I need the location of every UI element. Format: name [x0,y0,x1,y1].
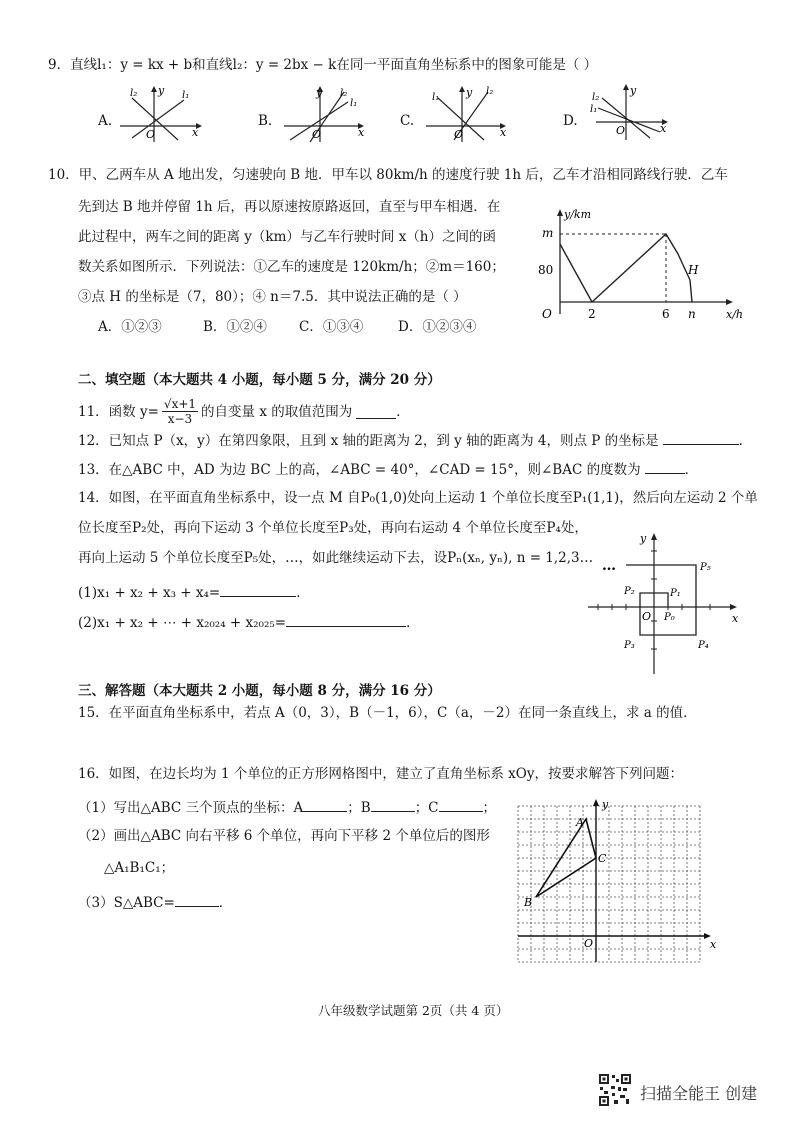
q14-sub2-text: (2)x₁ + x₂ + ⋯ + x₂₀₂₄ + x₂₀₂₅= [78,615,287,631]
q14-origin: O [642,610,652,623]
q14-spiral-graph [582,528,752,676]
q10-option-c[interactable]: C．①③④ [299,319,364,335]
q9b-l2: l₂ [340,88,348,99]
q10-line4: 数关系如图所示．下列说法：①乙车的速度是 120km/h；②m＝160； [78,259,505,275]
q9-option-c-graph [424,84,514,144]
q14-sub1: (1)x₁ + x₂ + x₃ + x₄= ． [78,582,310,602]
q16-sub1 [78,797,496,817]
q16-sub3-blank[interactable] [175,892,219,907]
q14-y-label: y [640,532,647,545]
q10-line2: 先到达 B 地并停留 1h 后，再以原速按原路返回，直至与甲车相遇．在 [78,199,501,215]
q9-option-b-graph [282,84,372,144]
q10-origin: O [542,307,552,321]
q9a-y: y [158,84,165,97]
q14-x-label: x [732,612,739,625]
q11-numerator: √x+1 [163,397,197,411]
q9c-x: x [500,126,507,139]
q9a-o: O [146,128,156,141]
q9b-y: y [316,86,323,99]
q13-text: 13．在△ABC 中，AD 为边 BC 上的高，∠ABC = 40°，∠CAD = 15°，则∠BAC 的度数为 [78,462,641,478]
q9a-l1: l₁ [182,90,190,101]
q13-answer-blank[interactable] [645,459,685,474]
q16-y-label: y [602,798,609,811]
q15: 15．在平面直角坐标系中，若点 A（0，3），B（－1，6），C（a，－2）在同一条直线上，求 a 的值． [78,705,697,721]
q9-option-b-label[interactable]: B. [258,113,273,129]
q9a-l2: l₂ [130,88,138,99]
q10-line5: ③点 H 的坐标是（7，80）；④ n＝7.5．其中说法正确的是（ ） [78,289,467,305]
q10-tick-2: 2 [588,307,596,321]
q16-sub1-pre: （1）写出△ABC 三个顶点的坐标：A [78,800,304,816]
section-2-heading: 二、填空题（本大题共 4 小题，每小题 5 分，满分 20 分） [78,372,441,388]
q10-n-label: n [688,307,696,321]
q9d-o: O [616,124,626,137]
q16-a-blank[interactable] [303,797,347,812]
q14-sub2: (2)x₁ + x₂ + ⋯ + x₂₀₂₄ + x₂₀₂₅= ． [78,612,420,632]
q16-sub1-c: ；C [414,800,439,816]
qr-code-icon [598,1073,632,1107]
q16-sub2b: △A₁B₁C₁； [104,860,175,876]
q10-distance-graph [530,204,770,328]
q10-option-b[interactable]: B．①②④ [203,319,267,335]
q9d-x: x [660,122,667,135]
q16-origin: O [584,937,594,950]
q16-grid-graph [508,796,724,966]
q16-x-label: x [710,938,717,951]
q12-text: 12．已知点 P（x，y）在第四象限，且到 x 轴的距离为 2，到 y 轴的距离为 4，则点 P 的坐标是 [78,433,659,449]
q9-option-d-graph [588,82,678,142]
q10-h-label: H [688,263,699,277]
q16-stem: 16．如图，在边长均为 1 个单位的正方形网格图中，建立了直角坐标系 xOy，按要求解答下列问题： [78,766,683,782]
q16-c-blank[interactable] [439,797,483,812]
q14-p4: P₄ [698,640,709,651]
q14-p1: P₁ [670,588,681,599]
q9-stem: 9．直线l₁：y = kx + b和直线l₂：y = 2bx − k在同一平面直角坐标系中的图象可能是（ ） [48,57,598,73]
q14-sub1-text: (1)x₁ + x₂ + x₃ + x₄= [78,585,221,601]
q9c-l1: l₁ [432,92,440,103]
q10-x-unit: x/h [726,308,743,321]
q10-m-label: m [542,226,554,240]
q16-sub3-text: （3）S△ABC= [78,895,175,911]
q12-answer-blank[interactable] [663,430,739,445]
q10-option-d[interactable]: D．①②③④ [398,319,477,335]
q9b-x: x [358,126,365,139]
q16-sub2a: （2）画出△ABC 向右平移 6 个单位，再向下平移 2 个单位后的图形 [78,828,490,844]
q14-p2: P₂ [624,586,635,597]
q16-sub1-b: ；B [347,800,371,816]
q14-line2: 位长度至P₂处，再向下运动 3 个单位长度至P₃处，再向右运动 4 个单位长度至P₄处， [78,520,588,536]
q14-ellipsis: … [602,558,616,574]
q14-sub1-blank[interactable] [220,582,296,597]
q10-option-a[interactable]: A．①②③ [98,319,162,335]
q10-line3: 此过程中，两车之间的距离 y（km）与乙车行驶时间 x（h）之间的函 [78,229,496,245]
q10-line1: 10．甲、乙两车从 A 地出发，匀速驶向 B 地．甲车以 80km/h 的速度行驶 1h 后，乙车才沿相同路线行驶．乙车 [48,167,728,183]
q9b-l1: l₁ [350,98,358,109]
q16-b-blank[interactable] [371,797,415,812]
q10-tick-6: 6 [662,307,670,321]
q14-sub2-blank[interactable] [286,612,406,627]
q16-vertex-a: A [576,816,584,829]
q14-line1: 14．如图，在平面直角坐标系中，设一点 M 自P₀(1,0)处向上运动 1 个单位长度至P₁(1,1)，然后向左运动 2 个单 [78,490,758,506]
q9c-o: O [454,128,464,141]
q16-vertex-b: B [524,896,533,909]
q9c-y: y [466,86,473,99]
watermark-text: 扫描全能王 创建 [640,1084,758,1103]
q9-option-d-label[interactable]: D. [563,113,578,129]
q14-p5: P₅ [700,562,711,573]
q11-post: 的自变量 x 的取值范围为 [201,403,353,420]
section-3-heading: 三、解答题（本大题共 2 小题，每小题 8 分，满分 16 分） [78,683,441,699]
q14-line3: 再向上运动 5 个单位长度至P₅处，…，如此继续运动下去，设Pₙ(xₙ, yₙ), n = 1,2,3… [78,550,594,566]
q9d-l2: l₂ [592,92,600,103]
q9a-x: x [192,126,199,139]
q13: 13．在△ABC 中，AD 为边 BC 上的高，∠ABC = 40°，∠CAD = 15°，则∠BAC 的度数为 ． [78,459,698,479]
q11-pre: 11．函数 y= [78,403,159,420]
q12: 12．已知点 P（x，y）在第四象限，且到 x 轴的距离为 2，到 y 轴的距离为 4，则点 P 的坐标是 ． [78,430,752,450]
q9d-y: y [630,84,637,97]
q16-sub1-end: ； [482,800,497,816]
q9-option-c-label[interactable]: C. [400,113,415,129]
q11-fraction [162,397,198,426]
q9d-l1: l₁ [590,104,598,115]
q11: 11．函数 y= $\frac{√x+1}{x-3}$ 的自变量 x 的取值范围为 ． [78,397,410,426]
q10-80-label: 80 [538,263,554,277]
q9-option-a-label[interactable]: A. [98,113,113,129]
q14-p3: P₃ [624,640,635,651]
q11-answer-blank[interactable] [356,404,396,419]
q11-denominator: x−3 [167,412,193,426]
q16-sub3: （3）S△ABC= ． [78,892,232,912]
q14-p0: P₀ [664,612,675,623]
page-footer: 八年级数学试题第 2页（共 4 页） [318,1003,509,1018]
q9c-l2: l₂ [486,86,494,97]
q9b-o: O [312,128,322,141]
q9-option-a-graph [118,84,208,144]
q16-vertex-c: C [598,852,607,865]
q10-y-unit: y/km [564,208,592,221]
